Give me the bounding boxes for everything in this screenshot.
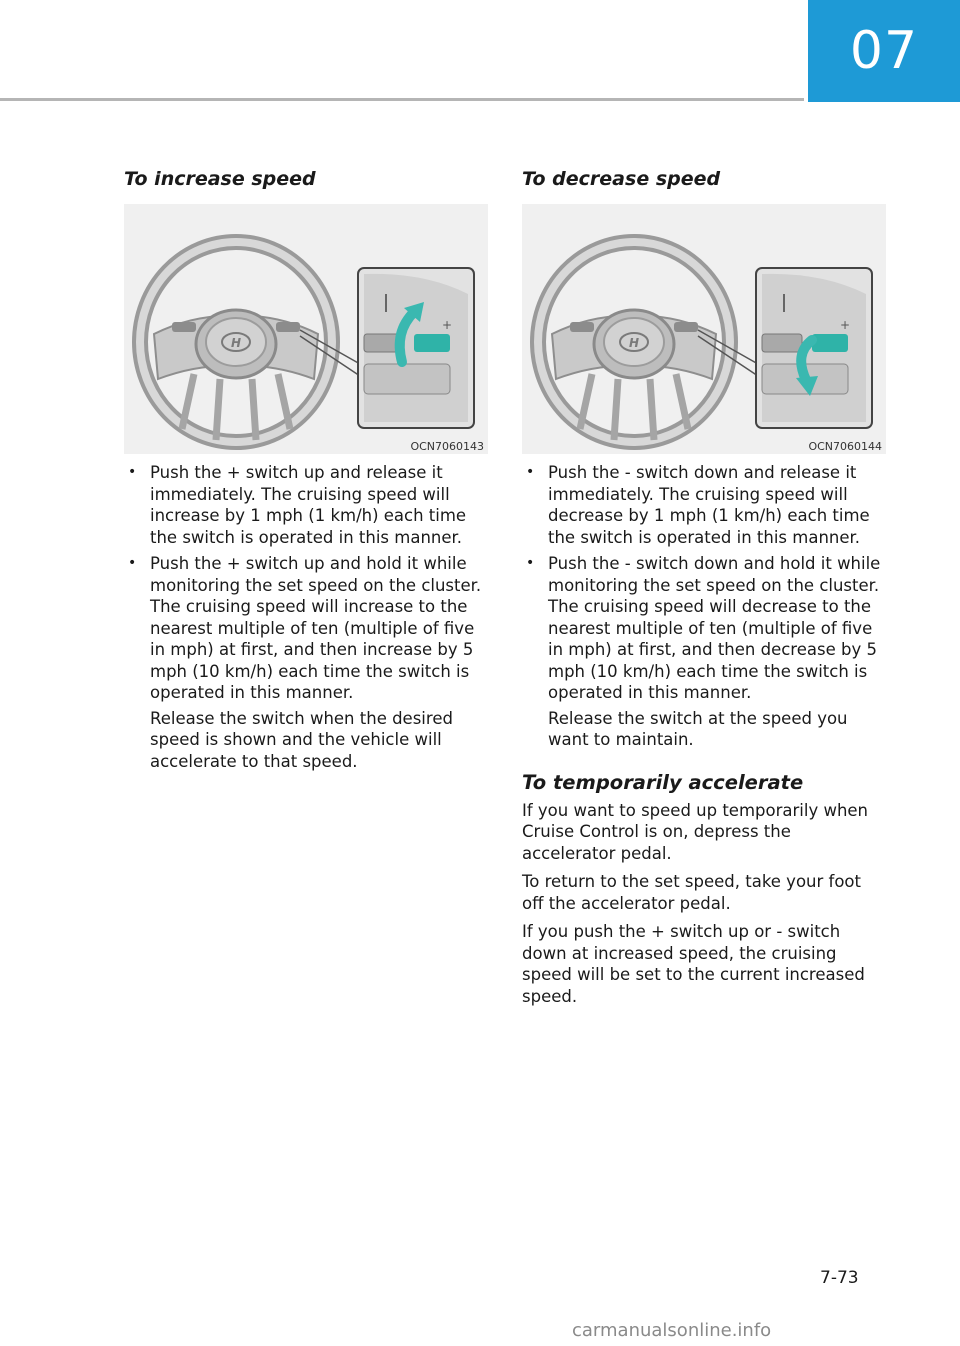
accel-paragraph: To return to the set speed, take your foot off the accelerator pedal. xyxy=(522,872,861,913)
svg-text:+: + xyxy=(442,318,453,332)
decrease-bullet-list xyxy=(522,462,886,751)
accel-paragraph: If you push the + switch up or - switch down at increased speed, the cruising speed will be set to the current increased speed. xyxy=(522,922,865,1006)
page-number: 7-73 xyxy=(820,1268,859,1288)
right-column xyxy=(522,168,886,1014)
list-item: • Push the - switch down and hold it while monitoring the set speed on the cluster. The cruising speed will decrease to the nearest multiple of ten (multiple of five in mph) at first, and then decrease by 5 mph (10 km/h) each time the switch is operated in this manner. Release the switch at the speed you want to maintain. xyxy=(522,553,886,751)
decrease-note: Release the switch at the speed you want to maintain. xyxy=(548,708,848,749)
switch-inset xyxy=(358,268,474,428)
accel-paragraph: If you want to speed up temporarily when Cruise Control is on, depress the accelerator pedal. xyxy=(522,800,869,863)
section-title-accelerate: To temporarily accelerate xyxy=(522,770,804,794)
header-rule xyxy=(0,98,804,101)
steering-wheel-illustration xyxy=(538,242,730,442)
figure-increase-speed xyxy=(124,204,488,454)
section-title-decrease: To decrease speed xyxy=(522,168,721,190)
watermark: carmanualsonline.info xyxy=(572,1320,772,1341)
increase-note: Release the switch when the desired speed is shown and the vehicle will accelerate to that speed. xyxy=(150,708,453,771)
steering-wheel-illustration xyxy=(140,242,332,442)
chapter-number: 07 xyxy=(849,21,919,81)
figure-decrease-speed xyxy=(522,204,886,454)
chapter-tab xyxy=(808,0,960,102)
svg-text:+: + xyxy=(840,318,851,332)
list-item: • Push the - switch down and release it immediately. The cruising speed will decrease by 1 mph (1 km/h) each time the switch is operated in this manner. xyxy=(526,463,870,547)
left-column xyxy=(124,168,488,777)
svg-text:H: H xyxy=(628,336,640,350)
list-item: • Push the + switch up and hold it while monitoring the set speed on the cluster. The cruising speed will increase to the nearest multiple of ten (multiple of five in mph) at first, and then increase by 5 mph (10 km/h) each time the switch is operated in this manner. Release the switch when the desired speed is shown and the vehicle will accelerate to that speed. xyxy=(124,553,488,772)
figure-code-right: OCN7060144 xyxy=(808,440,882,453)
increase-bullet-list xyxy=(124,462,488,772)
figure-code-left: OCN7060143 xyxy=(410,440,484,453)
list-item: • Push the + switch up and release it immediately. The cruising speed will increase by 1 mph (1 km/h) each time the switch is operated in this manner. xyxy=(128,463,467,547)
section-title-increase: To increase speed xyxy=(124,168,316,190)
switch-inset xyxy=(756,268,872,428)
svg-text:H: H xyxy=(230,336,242,350)
